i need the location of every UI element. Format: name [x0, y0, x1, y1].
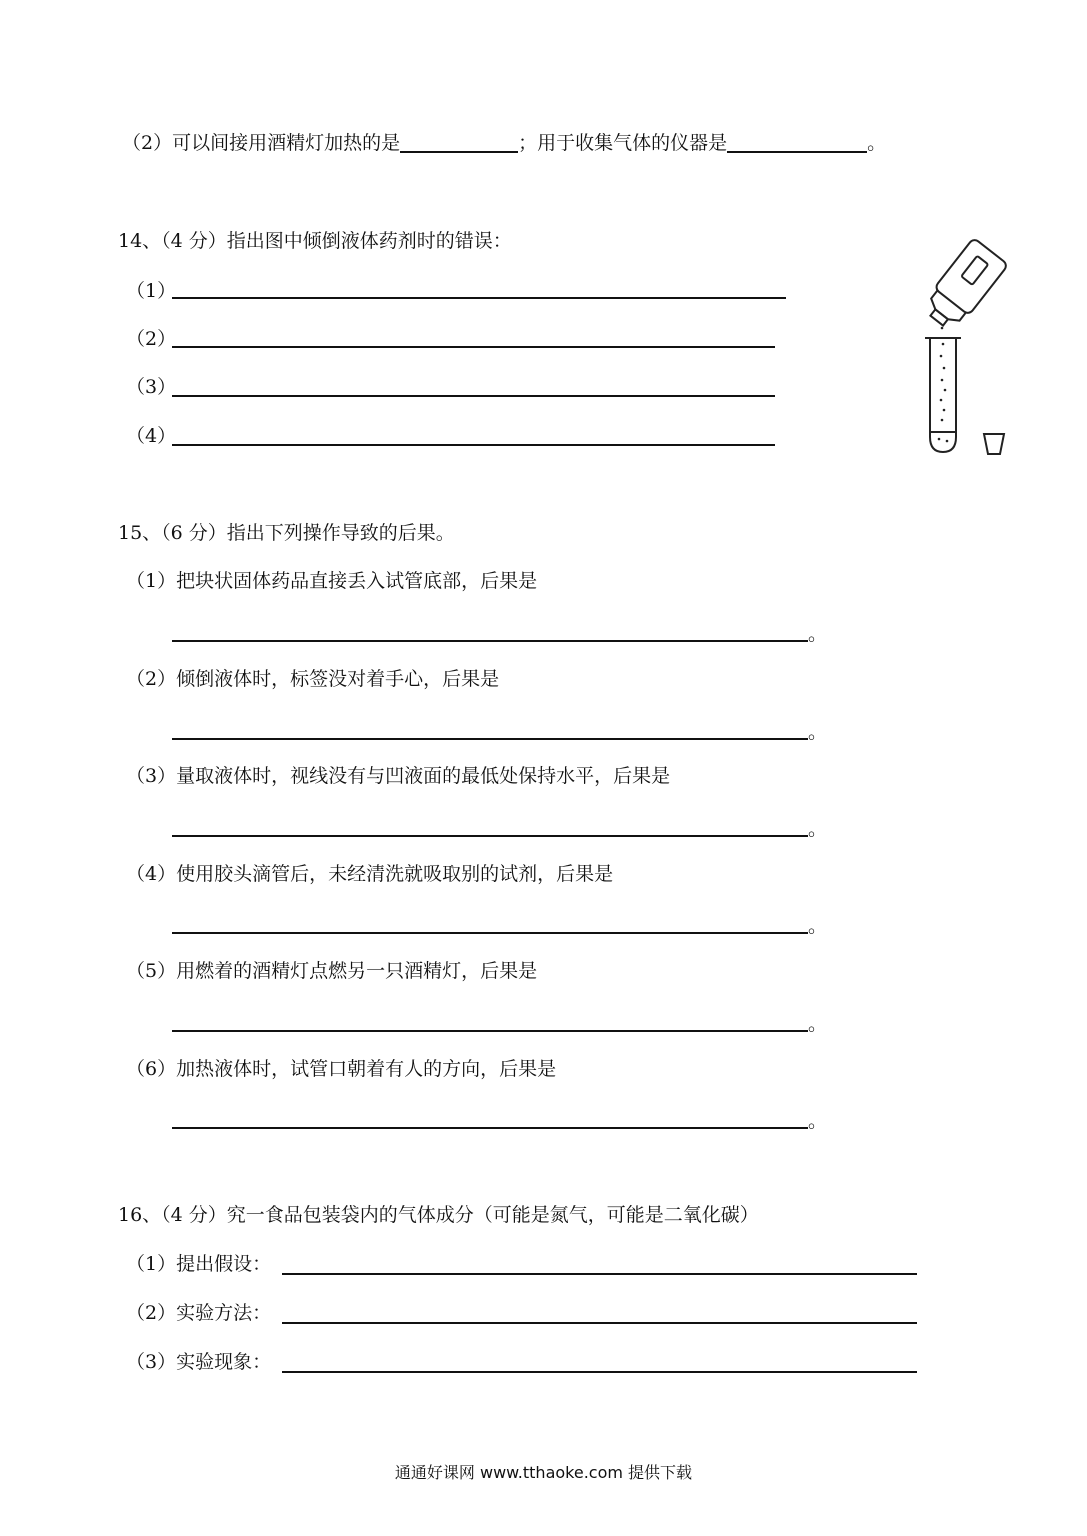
q15-item-6: （6）加热液体时，试管口朝着有人的方向，后果是: [126, 1058, 557, 1080]
q15-item-2: （2）倾倒液体时，标签没对着手心，后果是: [126, 668, 500, 690]
q16-answer-line-2[interactable]: [282, 1322, 917, 1324]
q16-item-3: （3）实验现象：: [126, 1351, 272, 1373]
q16-answer-line-1[interactable]: [282, 1273, 917, 1275]
liquid-stream-icon: [938, 327, 949, 443]
q15-answer-line-5[interactable]: [172, 1030, 808, 1032]
q15-item-1: （1）把块状固体药品直接丢入试管底部，后果是: [126, 570, 538, 592]
q15-end-mark-6: 。: [808, 1110, 828, 1132]
q14-item-3-label: （3）: [126, 376, 177, 398]
stopper-icon: [984, 434, 1004, 454]
q14-item-2-label: （2）: [126, 328, 177, 350]
q14-item-4-label: （4）: [126, 425, 177, 447]
q15-end-mark-4: 。: [808, 915, 828, 937]
q13-part2-prefix: （2）可以间接用酒精灯加热的是: [122, 132, 401, 154]
q15-answer-line-6[interactable]: [172, 1127, 808, 1129]
q14-answer-line-1[interactable]: [172, 297, 786, 299]
pouring-liquid-illustration: [912, 232, 1012, 462]
q13-answer-blank-2[interactable]: [727, 131, 867, 153]
q15-answer-line-3[interactable]: [172, 835, 808, 837]
page-footer: 通通好课网 www.tthaoke.com 提供下载: [394, 1463, 693, 1482]
q13-part2-middle: ；用于收集气体的仪器是: [518, 132, 728, 154]
q14-title: 14、（4 分）指出图中倾倒液体药剂时的错误：: [118, 230, 512, 252]
q15-end-mark-1: 。: [808, 623, 828, 645]
q16-answer-line-3[interactable]: [282, 1371, 917, 1373]
reagent-bottle-icon: [919, 238, 1008, 334]
test-tube-icon: [925, 338, 961, 452]
q13-part2-end: 。: [867, 132, 887, 154]
q16-item-2: （2）实验方法：: [126, 1302, 272, 1324]
q15-item-3: （3）量取液体时，视线没有与凹液面的最低处保持水平，后果是: [126, 765, 671, 787]
q16-title: 16、（4 分）究一食品包装袋内的气体成分（可能是氮气，可能是二氧化碳）: [118, 1204, 759, 1226]
q15-end-mark-2: 。: [808, 721, 828, 743]
q15-answer-line-2[interactable]: [172, 738, 808, 740]
q15-answer-line-1[interactable]: [172, 640, 808, 642]
q14-answer-line-2[interactable]: [172, 346, 775, 348]
q14-answer-line-4[interactable]: [172, 444, 775, 446]
q16-item-1: （1）提出假设：: [126, 1253, 272, 1275]
q15-answer-line-4[interactable]: [172, 932, 808, 934]
q13-part2-line: [122, 131, 886, 155]
q13-answer-blank-1[interactable]: [400, 131, 518, 153]
q15-title: 15、（6 分）指出下列操作导致的后果。: [118, 522, 455, 544]
q14-item-1-label: （1）: [126, 280, 177, 302]
q15-item-5: （5）用燃着的酒精灯点燃另一只酒精灯，后果是: [126, 960, 538, 982]
q15-item-4: （4）使用胶头滴管后，未经清洗就吸取别的试剂，后果是: [126, 863, 614, 885]
q15-end-mark-5: 。: [808, 1013, 828, 1035]
q15-end-mark-3: 。: [808, 818, 828, 840]
q14-answer-line-3[interactable]: [172, 395, 775, 397]
